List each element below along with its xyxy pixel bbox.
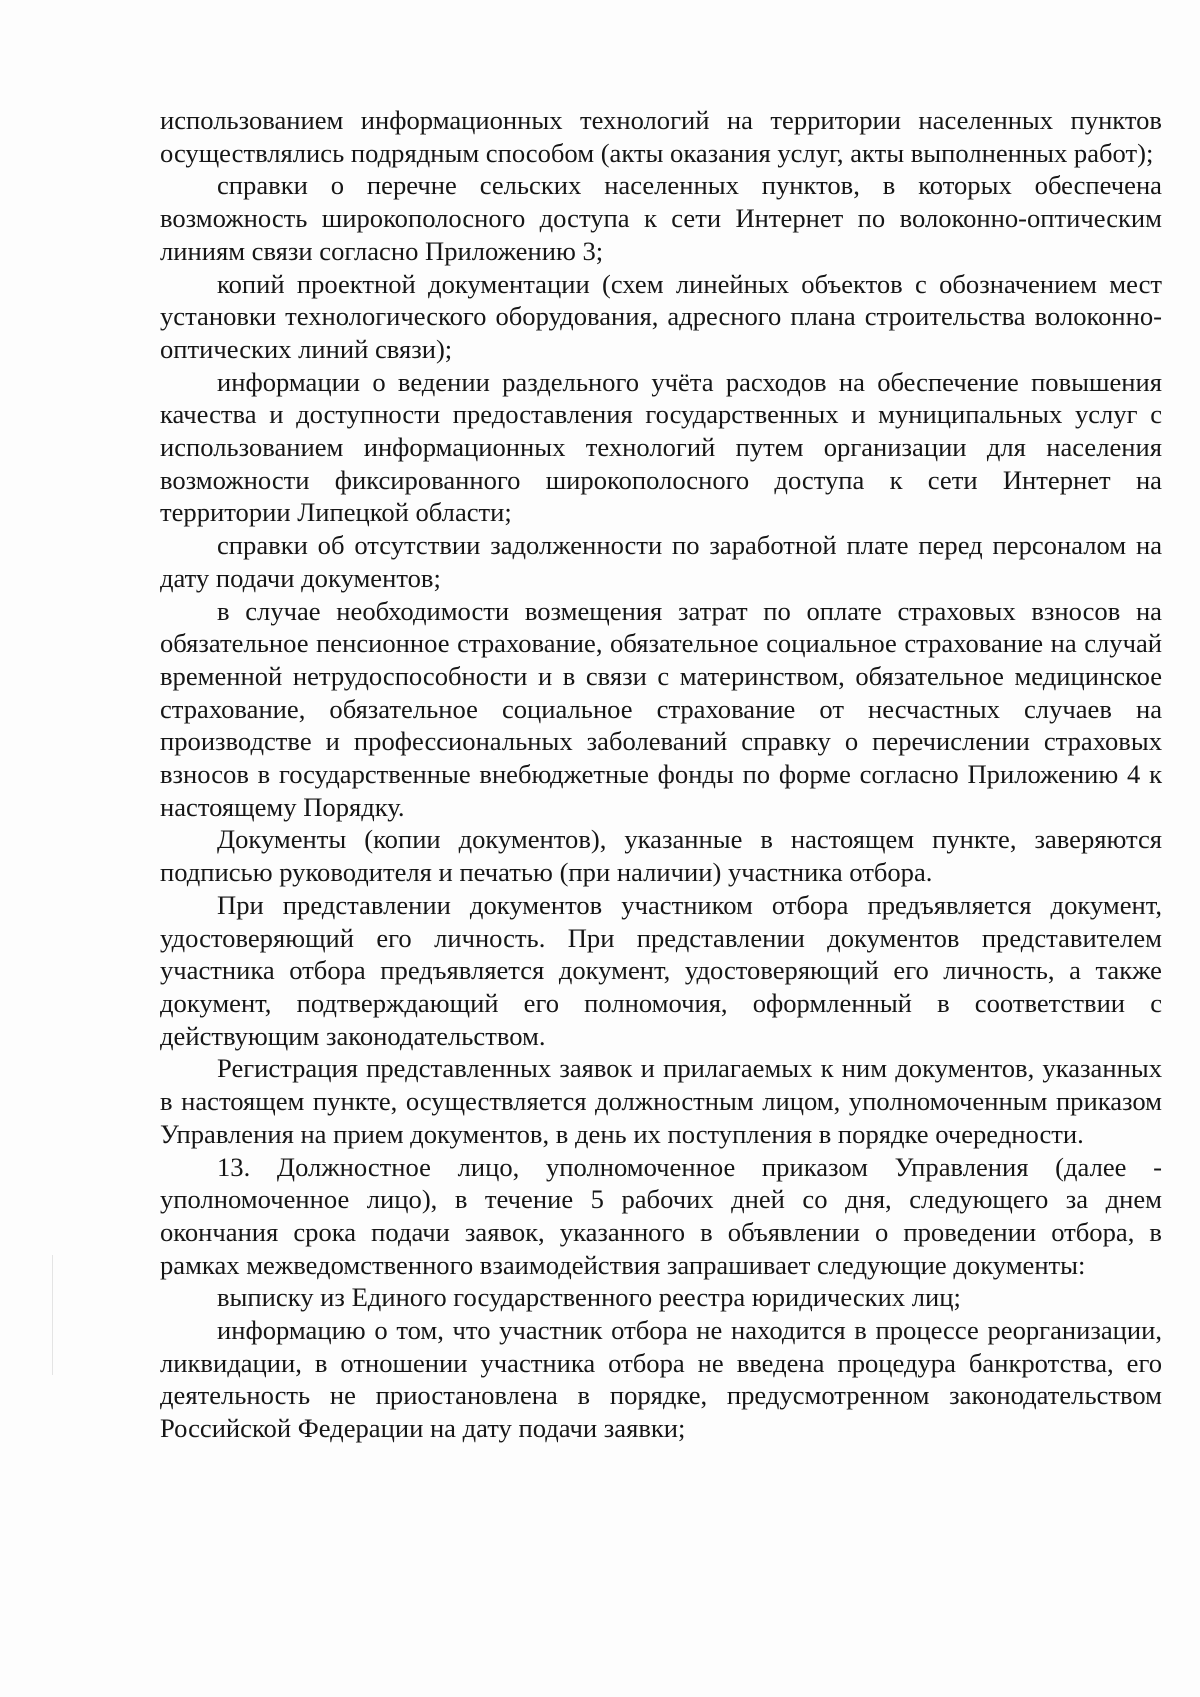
paragraph-item-13: 13. Должностное лицо, уполномоченное приказом Управления (далее - уполномоченное лицо), в течение 5 рабочих дней со дня, следующего за днем окончания срока подачи заявок, указанного в объявлении о проведении отбора, в рамках межведомственного взаимодействия запрашивает следующие документы: bbox=[160, 1151, 1162, 1280]
paragraph-project-documentation: копий проектной документации (схем линейных объектов с обозначением мест установки технологического оборудования, адресного плана строительства волоконно-оптических линий связи); bbox=[160, 268, 1162, 364]
paragraph-continuation: использованием информационных технологий на территории населенных пунктов осуществлялись подрядным способом (акты оказания услуг, акты выполненных работ); bbox=[160, 105, 1162, 168]
paragraph-certification: Документы (копии документов), указанные в настоящем пункте, заверяются подписью руководителя и печатью (при наличии) участника отбора. bbox=[160, 824, 1162, 888]
paragraph-insurance-contributions: в случае необходимости возмещения затрат по оплате страховых взносов на обязательное пенсионное страхование, обязательное социальное страхование на случай временной нетрудоспособности и в связи с материнством, обязательное медицинское страхование, обязательное социальное страхование от несчастных случаев на производстве и профессиональных заболеваний справку о перечислении страховых взносов в государственные внебюджетные фонды по форме согласно Приложению 4 к настоящему Порядку. bbox=[160, 595, 1162, 822]
paragraph-identity-document: При представлении документов участником отбора предъявляется документ, удостоверяющий его личность. При представлении документов представителем участника отбора предъявляется документ, удостоверяющий его личность, а также документ, подтверждающий его полномочия, оформленный в соответствии с действующим законодательством. bbox=[160, 889, 1162, 1051]
paragraph-no-wage-debt: справки об отсутствии задолженности по заработной плате перед персоналом на дату подачи документов; bbox=[160, 530, 1162, 593]
scan-margin-mark bbox=[52, 1255, 53, 1375]
document-body bbox=[160, 104, 1162, 1445]
paragraph-registration: Регистрация представленных заявок и прилагаемых к ним документов, указанных в настоящем пункте, осуществляется должностным лицом, уполномоченным приказом Управления на прием документов, в день их поступления в порядке очередности. bbox=[160, 1053, 1162, 1149]
paragraph-settlements-certificate: справки о перечне сельских населенных пунктов, в которых обеспечена возможность широкополосного доступа к сети Интернет по волоконно-оптическим линиям связи согласно Приложению 3; bbox=[160, 170, 1162, 266]
paragraph-egrul-extract: выписку из Единого государственного реестра юридических лиц; bbox=[217, 1282, 961, 1313]
paragraph-reorganization-info: информацию о том, что участник отбора не находится в процессе реорганизации, ликвидации, в отношении участника отбора не введена процедура банкротства, его деятельность не приостановлена в порядке, предусмотренном законодательством Российской Федерации на дату подачи заявки; bbox=[160, 1315, 1162, 1444]
paragraph-separate-accounting: информации о ведении раздельного учёта расходов на обеспечение повышения качества и доступности предоставления государственных и муниципальных услуг с использованием информационных технологий путем организации для населения возможности фиксированного широкополосного доступа к сети Интернет на территории Липецкой области; bbox=[160, 366, 1162, 528]
